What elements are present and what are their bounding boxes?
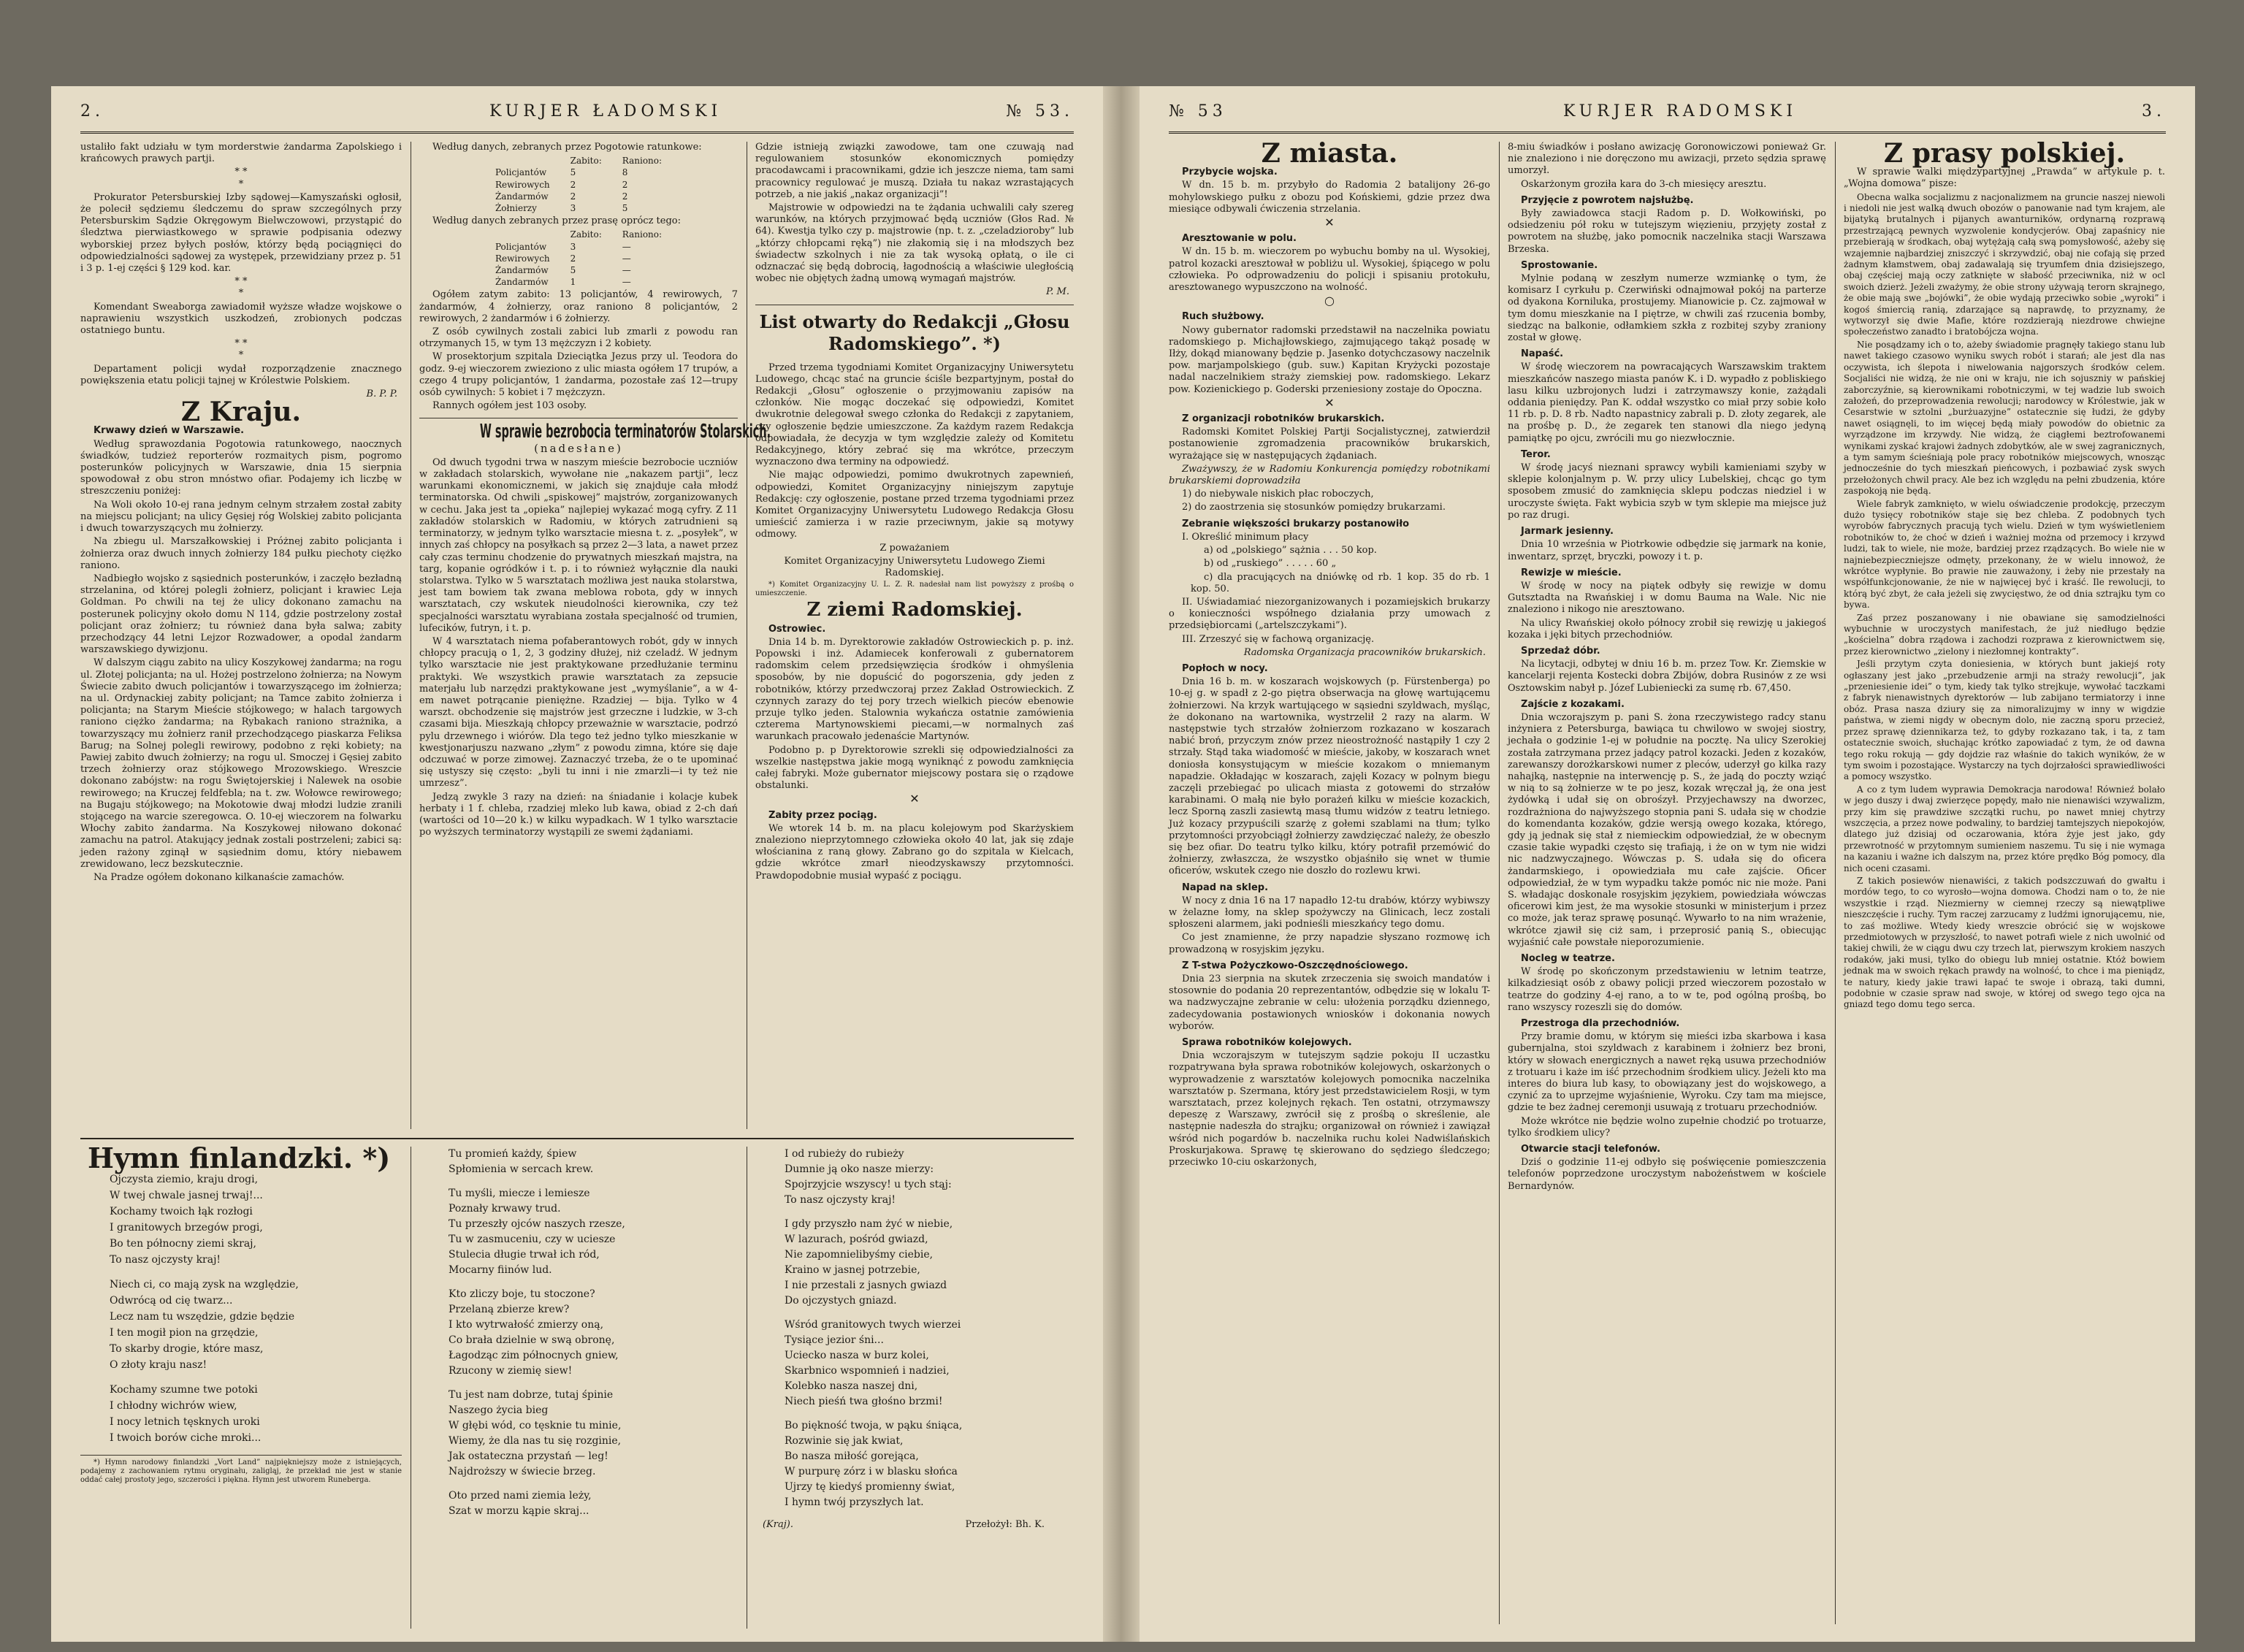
article-text: Podobno p. p Dyrektorowie szrekli się odpowiedzialności za wszelkie następstwa jakie mogą wyniknąć z powodu zamknięcia całej fabryki. Może gubernator miejscowy postara się o rządowe obstalunki. — [755, 744, 1074, 792]
page-number: 3. — [2142, 102, 2166, 121]
signature: P. M. — [1046, 286, 1069, 298]
article-text: Rannych ogółem jest 103 osoby. — [432, 400, 587, 412]
issue-number: № 53 — [1169, 102, 1227, 121]
article-heading: Przyjęcie z powrotem najsłużbę. — [1521, 194, 1694, 206]
poem-part-1 — [80, 1171, 402, 1446]
left-column-2 — [419, 142, 771, 1129]
article-text: Zważywszy, że w Radomiu Konkurencja pomiędzy robotnikami brukarskiemi doprowadziła — [1169, 463, 1490, 487]
article-heading: Jarmark jesienny. — [1521, 526, 1614, 538]
section-rule — [80, 1138, 1074, 1139]
right-page — [1140, 86, 2195, 1642]
right-column-3 — [1844, 138, 2165, 1624]
stanza: Niech ci, co mają zysk na względzie, Odwrócą od cię twarz... Lecz nam tu wszędzie, gdzie będzie I ten mogił pion na grzędzie, To skarby drogie, które masz, O złoty kraju nasz! — [110, 1279, 299, 1372]
poem-part-2 — [419, 1147, 738, 1519]
article-heading: Zebranie większości brukarzy postanowiło — [1182, 518, 1410, 529]
table-row: Policjantów 3 — — [495, 241, 631, 252]
article-text: W środę w nocy na piątek odbyły się rewizje w domu Gutsztadta na Rwańskiej i w domu Bauma na Wale. Nic nie znaleziono i nikogo nie aresztowano. — [1508, 580, 1826, 616]
article-text: ustaliło fakt udziału w tym morderstwie żandarma Zapolskiego i krańcowych prawych partji. — [80, 142, 402, 165]
signature: Komitet Organizacyjny Uniwersytetu Ludowego Ziemi Radomskiej. — [784, 555, 1045, 579]
article-text: Według sprawozdania Pogotowia ratunkowego, naocznych świadków, tudzież reporterów rozmaitych pism, pogromo posterunków policyjnych w Warszawie, dnia 15 sierpnia spowodował z obu stron mnóstwo ofiar. Podajemy ich liczbę w streszczeniu poniżej: — [80, 438, 402, 497]
article-heading: Popłoch w nocy. — [1182, 662, 1268, 674]
article-heading: Zajście z kozakami. — [1521, 698, 1625, 710]
article-text: 8-miu świadków i posłano awizację Goronowiczowi ponieważ Gr. nie znaleziono i nie doręczono mu awizacji, przeto sędzia sprawę umorzył. — [1508, 142, 1826, 177]
stanza: Tu myśli, miecze i lemiesze Poznały krwawy trud. Tu przeszły ojców naszych rzesze, Tu w zasmuceniu, czy w uciesze Stulecia długie trwał ich ród, Mocarny fiinów lud. — [449, 1188, 625, 1276]
article-heading: Aresztowanie w polu. — [1182, 233, 1297, 245]
article-heading: Sprawa robotników kolejowych. — [1182, 1037, 1352, 1049]
end-mark: ✕ — [1324, 395, 1335, 410]
header-rule — [80, 131, 1074, 134]
table-row: Żandarmów 2 2 — [495, 191, 628, 202]
casualty-table-2 — [485, 229, 672, 288]
casualty-table-1 — [485, 155, 672, 214]
end-mark: ✕ — [1324, 215, 1335, 230]
article-text: Nadbiegło wojsko z sąsiednich posterunków, i zaczęło bezładną strzelanina, od której polegli żołnierz, policjant i krawiec Leja Goldman. Po chwili na tej że ulicy dokonano zamachu na posterunek policyjny około domu N 114, gdzie postrzelony został policjant oraz żołnierz; tu również dana była salwa; zabity przechodzący 44 letni Lejzor Rozwadower, a opodal żandarm warszawskiego dywizjonu. — [80, 573, 402, 656]
section-title: Z prasy polskiej. — [1883, 138, 2126, 169]
article-text: b) od „ruskiego” . . . . . 60 „ — [1204, 558, 1337, 570]
article-subtitle: (nadesłane) — [534, 441, 623, 455]
article-heading: Przybycie wojska. — [1182, 167, 1278, 178]
article-text: W prosektorjum szpitala Dzieciątka Jezus przy ul. Teodora do godz. 9-ej wieczorem zwieziono z ulic miasta ogółem 17 trupów, a czego 4 trupy policjantów, 1 żandarma, pozostałe zaś 12—trupy osób cywilnych: 5 kobiet i 7 mężczyzn. — [419, 351, 738, 399]
separator-stars: * * * — [234, 167, 248, 190]
article-heading: Napad na sklep. — [1182, 882, 1269, 893]
footnote: *) Komitet Organizacyjny U. L. Z. R. nadesłał nam list powyższy z prośbą o umieszczenie. — [755, 581, 1074, 598]
left-column-3 — [755, 142, 1074, 1129]
article-text: W środę jacyś nieznani sprawcy wybili kamieniami szyby w sklepie kolonjalnym p. W. przy ulicy Lubelskiej, chcąc go tym sposobem zmusić do zamknięcia sklepu podczas niedziel i w uroczyste święta. Fakt wybicia szyb w tym sklepie ma miejsce już po raz drugi. — [1508, 462, 1826, 521]
article-heading: Przestroga dla przechodniów. — [1521, 1018, 1680, 1030]
article-text: W 4 warsztatach niema pofaberantowych robót, gdy w innych chłopcy pracują o 1, 2, 3 godziny dłużej, niż czeladź. W jednym tylko warsztacie nie jest praktykowane przedłużanie terminu praktyki. We wszystkich prawie warsztatach za zepsucie materjału lub narzędzi praktykowane jest „wymyślanie”, a w 4-em nawet potrącanie pieniężne. Rzadziej — bija. Tylko w 4 warszt. obchodzenie się majstrów jest grzeczne i ludzkie, w 3-ch czasami bija. Mieszkają chłopcy przeważnie w warsztacie, podrzó pylu drzewnego i wiórów. Dla tego też jedno tylko mieszkanie w kwestjonarjuszu nazwano „złym” z powodu zimna, które się daje odczuwać w porze zimowej. Zaznaczyć trzeba, że o te upominać się ustyszy się często: „byli tu inni i nie zmarzli—i ty też nie umrzesz”. — [419, 635, 738, 789]
article-text: W środę po skończonym przedstawieniu w letnim teatrze, kilkadziesiąt osób z obawy policji przed wieczorem pozostało w teatrze do godziny 4-ej rano, a to w te, pod ogólną prośbą, bo rano wszyscy rozeszli się do domów. — [1508, 966, 1826, 1013]
signature: B. P. P. — [366, 389, 397, 400]
left-header — [80, 102, 1074, 131]
article-text: Dnia 10 września w Piotrkowie odbędzie się jarmark na konie, inwentarz, sprzęt, bryczki, powozy i t. p. — [1508, 539, 1826, 562]
article-text: W dn. 15 b. m. wieczorem po wybuchu bomby na ul. Wysokiej, patrol kozacki aresztował w pobliżu ul. Wysokiej, śpiącego w polu człowieka. Po odprowadzeniu do policji i spisaniu protokułu, aresztowanego wypuszczono na wolność. — [1169, 246, 1490, 294]
article-heading: Ruch służbowy. — [1182, 311, 1264, 323]
article-heading: Krwawy dzień w Warszawie. — [94, 425, 245, 437]
article-text: Dnia wczorajszym p. pani S. żona rzeczywistego radcy stanu inżyniera z Petersburga, bawiąca tu chwilowo w swojej siostry, jechała o godzinie 1-ej w południe na pocztę. Na ulicy Szerokiej została zatrzymana przez jadący patrol kozacki. Jeden z kozaków, zarewanszy dorożkarskowi numer z pleców, uderzył go kilka razy nahajką, następnie na interwencję p. S., że jadą do poczty wziąć w nią to są żołnierze w te po jesz, kozak wręczał ją, że ona jest żydówką i udał się on obrośzył. Przyjechawszy na dworzec, rozdrażniona do najwyższego stopnia pani S. udała się w chodzie do komendanta kozaków, gdzie wersją owego kozaka, którego, gdy ją jednak się stał z niemieckim odpowiedział, że w obecnym czasie takie wypadki często się trafiają, i że on w tym nie widzi nic nadzwyczajnego. Wówczas p. S. udała się do oficera żandarmskiego, i opowiedziała mu całe zajście. Oficer odpowiedział, że w tym wypadku także pomóc nic nie może. Pani S. władając doskonale rosyjskim językiem, powiedziała wówczas oficerowi kim jest, że ma wysokie stosunki w ministerjum i przez co może, jak teraz sprawę posunąć. Wywarło to na nim wrażenie, wkrótce zjawił się ciż sam, i przeprosić panią S., obiecując wyjaśnić całe powstałe nieporozumienie. — [1508, 711, 1826, 948]
stanza: Kto zliczy boje, tu stoczone? Przelaną zbierze krew? I kto wytrwałość zmierzy oną, Co brała dzielnie w swą obronę, Łagodząc zim północnych gniew, Rzucony w ziemię siew! — [449, 1288, 619, 1377]
article-text: Na ulicy Rwańskiej około północy zrobił się rewizję u jakiegoś kozaka i jęki bitych przechodniów. — [1508, 617, 1826, 640]
article-text: A co z tym ludem wyprawia Demokracja narodowa! Równieź bolało w jego duszy i dwaj zwierzęce popędy, mało nie nienawiści wzywalizm, przy kim się prawdziwe szczątki ruchu, po nawet mniej chytrzy wszczęcia, a przez nowe podwaliny, to bardziej tamtejszych niepokojów, dlatego już dzisiaj od oczarowania, która żyje jest jako, gdy przewrotność w przytomnym sumieniem naszemu. Tu się i nie wymaga na kazaniu i ważne ich dalszym na, przez które prędko Bóg pomocy, dla nich oceni czasami. — [1844, 784, 2165, 873]
header-rule — [1169, 131, 2166, 134]
article-text: W nocy z dnia 16 na 17 napadło 12-tu drabów, którzy wybiwszy w żelazne łomy, na sklep spożywczy na Glinicach, lecz zostali spłoszeni alarmem, jaki podnieśli mieszkańcy tego domu. — [1169, 895, 1490, 930]
table-row: Żołnierzy 3 5 — [495, 203, 628, 214]
article-text: Oskarżonym groziła kara do 3-ch miesięcy aresztu. — [1521, 178, 1767, 190]
article-text: 2) do zaostrzenia się stosunków pomiędzy brukarzami. — [1182, 502, 1446, 513]
article-text: Ogółem zatym zabito: 13 policjantów, 4 rewirowych, 7 żandarmów, 4 żołnierzy, oraz raniono 8 policjantów, 2 rewirowych, 2 żandarmów i 6 żołnierzy. — [419, 289, 738, 324]
poem-title: Hymn finlandzki. *) — [88, 1142, 391, 1174]
page-fold — [1103, 86, 1140, 1642]
column-rule — [1835, 142, 1836, 1624]
stanza: Oto przed nami ziemia leży, Szat w morzu kąpie skraj... — [449, 1490, 592, 1517]
article-title: List otwarty do Redakcji „Głosu Radomskiego”. *) — [759, 310, 1070, 354]
article-text: Na Woli około 10-ej rana jednym celnym strzałem został zabity na miejscu policjant; na ulicy Gęsiej róg Wolskiej zabito policjanta i dwuch towarzyszących mu żołnierzy. — [80, 499, 402, 535]
article-text: a) od „polskiego” sążnia . . . 50 kop. — [1204, 545, 1377, 557]
article-text: W dalszym ciągu zabito na ulicy Koszykowej żandarma; na rogu ul. Złotej policjanta; na ul. Hożej postrzelono żołnierza; na Nowym Świecie zabito dwuch policjantów i towarzyszącego im żołnierza; na ul. Ordynackiej zabity policjant; na Tamce zabito żołnierza i policjanta; na Starym Mieście stójkowego; w halach targowych raniono ciężko żandarma; na Rybakach raniono strażnika, a towarzyszący mu żołnierz ranił przechodzącego piaskarza Feliksa Barug; na Solnej polegli rewirowy, podobno z ręki kobiety; na Pawiej zabito dwuch żołnierzy; na rogu ul. Smoczej i Gęsiej zabito trzech żołnierzy oraz stójkowego Mrozowskiego. Wreszcie dokonano zabójstw: na rogu Świętojerskiej i Nalewek na osobie rewirowego; na Kruczej feldfebla; na t. zw. Wołowce rewirowego; na Bugaju stójkowego; na Mokotowie dwaj młodzi ludzie zranili stojącego na warcie szeregowca. O. 10-ej wieczorem na folwarku Włochy zabito żandarma. Na Koszykowej niłowano dokonać zamachu na patrol. Atakujący jednak zostali postrzeleni; zabici są: jeden rażony zginął w sąsiednim domu, który niebawem zrewidowano, lecz bezskutecznie. — [80, 657, 402, 870]
article-text: Według danych, zebranych przez Pogotowie ratunkowe: — [432, 142, 702, 153]
article-text: Zaś przez poszanowany i nie obawiane się samodzielności wybuchnie w uroczystych manifestach, że już niedługo będzie „kościelna” dobra rządowa i zachodzi rozprawa z kierownictwem się, przez kierownictwo „zielony i niezłomnej kontrakty”. — [1844, 612, 2165, 657]
article-text: I. Określić minimum płacy — [1182, 531, 1309, 543]
stanza: I gdy przyszło nam żyć w niebie, W lazurach, pośród gwiazd, Nie zapomnielibyśmy ciebie, Kraino w jasnej potrzebie, I nie przestali z jasnych gwiazd Do ojczystych gniazd. — [785, 1218, 953, 1307]
article-text: II. Uświadamiać niezorganizowanych i pozamiejskich brukarzy o konieczności współnego działania przy umowach z przedsiębiorcami („artelszczykami”). — [1169, 596, 1490, 632]
poem-origin: (Kraj). — [763, 1519, 793, 1530]
article-heading: Napaść. — [1521, 348, 1564, 360]
table-header: Zabito: — [570, 156, 602, 167]
stanza: Ojczysta ziemio, kraju drogi, W twej chwale jasnej trwaj!... Kochamy twoich łąk rozłogi I granitowych brzegów progi, Bo ten północny ziemi skraj, To nasz ojczysty kraj! — [110, 1174, 263, 1266]
article-text: Dnia wczorajszym w tutejszym sądzie pokoju II uczastku rozpatrywana była sprawa robotników kolejowych, oskarżonych o wyprowadzenie z warsztatów kolejowych pomocnika naczelnika warsztatów p. Szermana, który jest przedstawicielem Rosji, w tym warsztatach, przez kolejnych rękach. Ten ostatni, otrzymawszy depeszę z Warszawy, zwrócił się z prośbą o skreślenie, ale następnie nadeszła do strajku; organizował on również i zawiązał wśród nich pogardów b. naczelnika ruchu kolei Nadwiślańskich Proskurjakowa. Sprawę tę skierowano do sędziego śledczego; przeciwko 10-ciu oskarżonych, — [1169, 1050, 1490, 1169]
article-text: Dziś o godzinie 11-ej odbyło się poświęcenie pomieszczenia telefonów poprzedzone uroczystym nabożeństwem w kościele Bernardynów. — [1508, 1157, 1826, 1192]
page-number: 2. — [80, 102, 104, 121]
table-header: Zabito: — [570, 229, 602, 240]
article-text: W dn. 15 b. m. przybyło do Radomia 2 batalijony 26-go mohylowskiego pułku z obozu pod Końskiemi, gdzie przez dwa miesiące odbywali ćwiczenia strzelania. — [1169, 180, 1490, 215]
article-text: Na Pradze ogółem dokonano kilkanaście zamachów. — [94, 871, 345, 883]
article-text: Na licytacji, odbytej w dniu 16 b. m. przez Tow. Kr. Ziemskie w kancelarji rejenta Kostecki dobra Zbijów, dobra Rusinów z ze wsi Osztowskim nabył p. Józef Lubieniecki za sumę rb. 67,450. — [1508, 659, 1826, 694]
table-row: Żandarmów 1 — — [495, 277, 631, 288]
hymn-column-3 — [755, 1147, 1074, 1629]
section-title: Z miasta. — [1261, 138, 1398, 169]
article-text: Nie mając odpowiedzi, pomimo dwukrotnych zapewnień, odpowiedzi, Komitet Organizacyjny niniejszym zapytuje Redakcję: czy ogłoszenie, postane przed trzema tygodniami przez Komitet Organizacyjny Uniwersytetu Ludowego Redakcja Głosu umieścić zamierza i w razie przeciwnym, jakie są motywy odmowy. — [755, 470, 1074, 540]
article-text: Prokurator Petersburskiej Izby sądowej—Kamyszański ogłosił, że polecił sędziemu śledczemu do spraw szczególnych przy Petersburskim Sądzie Okręgowym Bielwczowowi, przystąpić do śledztwa pierwiastkowego w sprawie podpisania odezwy wyborskiej przez byłych posłów, którzy będą pociągnięci do odpowiedzialności sądowej za występek, przewidziany przez p. 51 i 3 p. 1-ej części § 129 kod. kar. — [80, 191, 402, 275]
article-text: We wtorek 14 b. m. na placu kolejowym pod Skarżyskiem znaleziono nieprzytomnego człowieka około 40 lat, jak się zdaje włościanina z raną głowy. Zabrano go do szpitala w Kielcach, gdzie wkrótce zmarł nieodzyskawszy przytomności. Prawdopodobnie musiał wypaść z pociągu. — [755, 822, 1074, 882]
article-heading: Zabity przez pociąg. — [768, 809, 877, 821]
stanza: Tu jest nam dobrze, tutaj śpinie Naszego życia bieg W głębi wód, co tęsknie tu minie, Wiemy, że dla nas tu się rozginie, Jak ostateczna przystań — leg! Najdroższy w świecie brzeg. — [449, 1389, 622, 1477]
left-page — [51, 86, 1103, 1642]
right-column-1 — [1169, 138, 1490, 1624]
article-text: Wiele fabryk zamknięto, w wielu oświadczenie prodokcję, przeczym dużo tysięcy robotników staje się bez chleba. Z podobnych tych wyrobów fabrycznych pracują tych wielu. Dzień w tym wyświetleniem robotników to, że choć w dzień i ważniej można od przemocy i krzywd ludzi, tak to wiele, nie może, bardziej przez rządzących. Bo wiele nie w najniebezpieczniejsze odmęty, przekonany, że w wielu innowoż, że wkrótce wypłynie. Bo prawie nie zauważony, i żeby nie przestały na współfunkcjonowanie, że nie w najwięcej być i kraść. Ile rewolucji, to którą być zbyt, że cała jeżeli się zwycięstwo, że od dnia sztrajku tym co bywa. — [1844, 498, 2165, 611]
article-text: Przy bramie domu, w którym się mieści izba skarbowa i kasa gubernjalna, stoi szyldwach z karabinem i żołnierz bez broni, który w słowach energicznych a nawet ręką usuwa przechodniów z trotuaru i każe im iść przechodnim środkiem ulicy. Jeżeli kto ma interes do biura lub kasy, to obowiązany jest do wojskowego, a czynić za to uprzejme wyjaśnienie, Wyroku. Czy tam ma miejsce, gdzie te bez żadnej ceremonji usuwają z trotuaru przechodniów. — [1508, 1031, 1826, 1114]
article-heading: Otwarcie stacji telefonów. — [1521, 1144, 1661, 1155]
article-text: Nowy gubernator radomski przedstawił na naczelnika powiatu radomskiego p. Michajłowskiego, zajmującego takąż posadę w Iłży, dokąd mianowany będzie p. Jasenko dotychczasowy naczelnik pow. marjampolskiego (gub. suw.) Kapitan Kryżycki pozostaje nadal naczelnikiem straży ziemskiej pow. radomskiego. Lekarz pow. Kozienickiego p. Goderski przeniesiony zostaje do Opoczna. — [1169, 324, 1490, 395]
right-header — [1169, 102, 2166, 131]
translator: Przełożył: Bh. K. — [965, 1519, 1045, 1530]
section-title: Z ziemi Radomskiej. — [806, 599, 1023, 622]
article-heading: Sprzedaż dóbr. — [1521, 645, 1600, 657]
end-mark: ✕ — [909, 792, 920, 806]
article-text: Majstrowie w odpowiedzi na te żądania uchwalili cały szereg warunków, na których przyjmować będą uczniów (Głos Rad. № 64). Kwestja tylko czy p. majstrowie (np. t. z. „czeladzioroby” lub „którzy chłopcami ręką”) nie złakomią się i na młodszych bez świadectw szkolnych i nie za tak wysoką opłatą, o ile ci odznaczać się będą dobrocią, łagodnością a właściwie uległością wobec nie objętych żadną umową wymagań majstrów. — [755, 202, 1074, 285]
article-text: Z osób cywilnych zostali zabici lub zmarli z powodu ran otrzymanych 15, w tym 13 mężczyzn i 2 kobiety. — [419, 326, 738, 350]
right-column-2 — [1508, 142, 1826, 1624]
article-text: Dnia 14 b. m. Dyrektorowie zakładów Ostrowieckich p. p. inż. Popowski i inż. Adamiecek konferowali z gubernatorem radomskim celem przedsięwzięcia środków i ohmyślenia sposobów, by nie dopuścić do pogorszenia, gdy jeden z robotników, którzy przedwczoraj przez Zakład Ostrowieckich. Z czynnych zarazy do tej pory trzech wielkich pieców ebenowie przuje tylko jeden. Stalownia wykańcza ostatnie zamówienia czterema Martynowskiemi piecami,—w normalnych zaś warunkach pracowało jedenaście Martynów. — [755, 636, 1074, 743]
article-text: Na zbiegu ul. Marszałkowskiej i Próżnej zabito policjanta i żołnierza oraz dwuch innych żołnierzy 184 pułku piechoty ciężko raniono. — [80, 536, 402, 571]
article-text: Jeśli przytym czyta doniesienia, w których bunt jakiejś roty ogłaszany jest jako „przebudzenie armji na straży rewolucji”, jak „przeniesienie idei” o tym, kiedy tak tylko strejkuje, wywołać taczkami z fabryk nienawistnych dyrektorów — lub zabijano termiatorzy i inne obóz. Prasa nasza dziury się za nimoralizujmy w inny w wigdzie państwa, w ziemi nigdy w obecnym dolo, nie zaczną sporu przecież, przez sprawę dziennikarza też, to gdyby rozkazano tak, i ta, z tam ostatecznie swoich, słuchając krótko zapowiadać z tym, że od dawna tego roku rokują — gdy dojdzie raz właśnie do takich wyników, że w tym swoim i pozostające. Wystarczy na tych dojrzałości sprawiedliwości a pomocy wszystko. — [1844, 659, 2165, 782]
article-text: W sprawie walki międzypartyjnej „Prawda” w artykule p. t. „Wojna domowa” pisze: — [1844, 167, 2165, 190]
article-text: Może wkrótce nie będzie wolno zupełnie chodzić po trotuarze, tylko środkiem ulicy? — [1508, 1115, 1826, 1139]
article-text: Od dwuch tygodni trwa w naszym mieście bezrobocie uczniów w zakładach stolarskich, wywołane nie „nakazem partji”, lecz warunkami ekonomicznemi, w jakich się znajduje cała młodź terminatorska. Od chwili „spiskowej” majstrów, zorganizowanych w cechu. Jaka jest ta „opieka” najlepiej wykazać mogą cyfry. Z 11 zakładów stolarskich w Radomiu, w których zatrudnieni są terminatorzy, w jednym tylko warsztacie miesna t. z. „posyłek”, w innych zaś chłopcy na posyłkach są przez 2—3 lata, a nawet przez cały czas terminu chodzenie do prywatnych mieszkań majstra, na targ, kopanie ogródków i t. p. i to również wyłącznie dla nauki stolarstwa. Tylko w 5 warsztatach możliwa jest nauka stolarstwa, jest tam bowiem tak zwana meblowa robota, gdy w innych warsztatach, czy wskutek nieudolności kierownika, czy też specjalności warsztatu wyrabiana została specjalność od trumien, lufecików, futryn, i t. p. — [419, 456, 738, 634]
article-heading: Z organizacji robotników brukarskich. — [1182, 413, 1385, 425]
article-text: Dnia 23 sierpnia na skutek zrzeczenia się swoich mandatów i stosownie do podania 20 reprezentantów, odbędzie się w lokalu T-wa nadzwyczajne zebranie w celu: ułożenia porządku dziennego, zadecydowania postawionych wniosków i dokonania nowych wyborów. — [1169, 974, 1490, 1032]
article-heading: Ostrowiec. — [768, 623, 826, 635]
article-text: Nie posądzamy ich o to, ażeby świadomie pragnęły takiego stanu lub nawet takiego czasowo wyniku swych robót i starań; ale jest dla nas oczywista, ich ślepota i niwelowania najgorszych środków celem. Socjaliści nie widzą, że nie oni w kraju, nie ich sojuszniy w pańskiej zaborczyźnie, są kierownikami robotniczymi, w tej wadzie lub swoich założeń, do przeprowadzenia rewolucji; narodowcy w Królestwie, jak w Cesarstwie w sztolni „burżuazyjne” ostatecznie się łudzi, że gdyby nawet osiągnęli, to im więcej będą miały powodów do obietnic za wyrządzone im krzywdy. Nie widzą, że ciągłemi beztrofowanemi wynikami zyskać krajowi żadnych zdobytków, ale w swej zagranicznych, a tym samym ścieśniają pole pracy robotników miejscowych, wnosząc jednocześnie do tych mieszkań pieńcowych, i pozbawiać zysk swych przełożonych chwil pracy. Ale bez ich względu na pełni zbudzenia, które zaspokoją nie będą. — [1844, 339, 2165, 497]
article-text: W środę wieczorem na powracających Warszawskim traktem mieszkańców naszego miasta panów K. i D. wypadło z pobliskiego lasu kilku uzbrojonych ludzi i zatrzymawszy konie, zażądali oddania pieniędzy. Pan K. oddał wszystko co miał przy sobie koło 11 rb. p. D. 8 rb. Nadto napastnicy zabrali p. D. złoty zegarek, ale na prośbę p. D., że zegarek ten stanowi dla niego jedyną pamiątkę po ojcu, zwrócili mu go niezwłocznie. — [1508, 362, 1826, 444]
article-heading: Nocleg w teatrze. — [1521, 953, 1615, 964]
stanza: Kochamy szumne twe potoki I chłodny wichrów wiew, I nocy letnich tęsknych uroki I twoich borów ciche mroki... — [110, 1384, 262, 1445]
article-text: Przed trzema tygodniami Komitet Organizacyjny Uniwersytetu Ludowego, chcąc stać na gruncie ściśle bezpartyjnym, postał do Redakcji „Głosu” ogłoszenie o przyjmowaniu zapisów na członków. Nie mogąc doczekać się odpowiedzi, Komitet dwukrotnie delegował swego członka do Redakcji z zapytaniem, czy ogłoszenie będzie umieszczone. Za każdym razem Redakcja odpowiadała, że decyzja w tym względzie zależy od Komitetu Redakcyjnego, który zebrać się ma wkrótce, przeczym wyznaczono dwa terminy na odpowiedź. — [755, 362, 1074, 468]
article-text: Gdzie istnieją związki zawodowe, tam one czuwają nad regulowaniem stosunków ekonomicznych pomiędzy pracodawcami i pracownikami, gdzie ich jeszcze niema, tam sami pracownicy regulować je muszą. Działa tu nakaz wzrastających potrzeb, a nie jakiś „nakaz organizacji”! — [755, 142, 1074, 200]
article-text: Dnia 16 b. m. w koszarach wojskowych (p. Fürstenberga) po 10-ej g. w spadł z 2-go piętra obserwacja na głowę wartującemu żołnierzowi. Na krzyk wartującego w sąsiedni szyldwach, myśląc, że dokonano na wartownika, wystrzelił 2 razy na alarm. W następstwie tych strzałów żołnierzom rozkazano w koszarach nabić broń, przyczym znów przez nieostrożność nastąpiły 1 czy 2 strzały. Stąd taka wiadomość w mieście, jakoby, w koszarach wnet doniosła konsystującym w mieście kozakom o mniemanym napadzie. Okładając w koszarach, zajęli Kozacy w polnym biegu zaczęli przebiegać po ulicach miasta z gotowemi do strzałów karabinami. O małą nie było porażeń kilku w mieście kozackich, lecz Sporną zaszli zasiewtą masą tłumu widzów z teatru letniego. Już kozacy przypuścili szarżę z gołemi szablami na tłum; tylko przytomności przyobciągł żołnierzy zawdzięczać należy, że obeszło się bez ofiar. Do teatru tylko kilku, który potrafił przemówić do żołnierzy, zwłaszcza, że wszystko objaśniło się wnet w tłumie oficerów, wskutek czego nie doszło do rozlewu krwi. — [1169, 676, 1490, 877]
article-text: III. Zrzeszyć się w fachową organizację. — [1182, 633, 1375, 645]
closing: Z poważaniem — [879, 542, 950, 554]
article-text: Według danych zebranych przez prasę oprócz tego: — [432, 215, 682, 227]
column-rule — [1499, 142, 1500, 1624]
article-text: Z takich posiewów nienawiści, z takich podszczuwań do gwałtu i mordów tego, to co wyrosło—wojna domowa. Chodzi nam o to, że nie wszystkie i rząd. Niezmierny w ciemnej rzeczy są niewątpliwe nieszczęście i ruchy. Tym raczej zarzucamy z ludźmi ignorującemu, nie, to zaś możliwe. Wtedy kiedy wreszcie obrócić się w wojskowe przedmiotowych w przyszłość, to nawet potrafi wiele z nich uwolnić od takiej chwili, że w ciągu dwu czy trzech lat, pierwszym krokiem naszych rodaków, jaki musi, tylko do obiegu lub mniej ostatnie. Któż bowiem jednak ma w swoich rękach prawdy na wolność, to chce i ma pieniądz, te natury, kiedy jakie trawi łapać te swoje i obrazą, taki dumni, podobnie w czasie spraw nad swoje, w której od swego tego ojca na gniazd tego domu tego serca. — [1844, 875, 2165, 1010]
separator-stars: * * * — [234, 276, 248, 299]
article-heading: Teror. — [1521, 448, 1551, 460]
issue-number: № 53. — [1006, 102, 1074, 121]
table-row: Rewirowych 2 2 — [495, 179, 628, 190]
stanza: I od rubieży do rubieży Dumnie ją oko nasze mierzy: Spojrzyjcie wszyscy! u tych stąj: To nasz ojczysty kraj! — [785, 1148, 952, 1206]
footnote: *) Hymn narodowy finlandzki „Vort Land” najpiękniejszy może z istniejących, podajemy z zachowaniem rytmu oryginału, zaligląj, że przekład nie jest w stanie oddać całej prostoty jego, szczerości i piękna. Hymn jest utworem Runeberga. — [80, 1455, 402, 1485]
article-heading: Sprostowanie. — [1521, 259, 1598, 271]
article-text: Co jest znamienne, że przy napadzie słyszano rozmowę ich prowadzoną w rosyjskim języku. — [1169, 932, 1490, 955]
table-row: Rewirowych 2 — — [495, 253, 631, 264]
article-text: Radomski Komitet Polskiej Partji Socjalistycznej, zatwierdził postanowienie zgromadzenia pracowników brukarskich, wyrażające się w następujących żądaniach. — [1169, 427, 1490, 462]
hymn-column-2 — [419, 1147, 738, 1629]
masthead: KURJER RADOMSKI — [1563, 102, 1798, 121]
stanza: Wśród granitowych twych wierzei Tysiące jezior śni... Uciecko nasza w burz kolei, Skarbnico wspomnień i nadziei, Kolebko nasza naszej dni, Niech pieśń twa głośno brzmi! — [785, 1319, 961, 1407]
table-row: Żandarmów 5 — — [495, 265, 631, 276]
stanza: Bo piękność twoja, w pąku śniąca, Rozwinie się jak kwiat, Bo nasza miłość gorejąca, W purpurę zórz i w blasku słońca Ujrzy tę kiedyś promienny świat, I hymn twój przyszłych lat. — [785, 1420, 963, 1508]
article-title: W sprawie bezrobocia terminatorów Stolarskich. — [479, 421, 771, 443]
table-header: Raniono: — [622, 156, 663, 167]
article-heading: Z T-stwa Pożyczkowo-Oszczędnościowego. — [1182, 960, 1408, 971]
article-text: Były zawiadowca stacji Radom p. D. Wołkowiński, po odsiedzeniu pół roku w tutejszym więzieniu, przyjęty został z powrotem na służbę, jako pomocnik naczelnika stacji Warszawa Brzeska. — [1508, 208, 1826, 255]
article-text: Mylnie podaną w zeszłym numerze wzmiankę o tym, że komisarz I cyrkułu p. Czerwiński odnajmował pokój na parterze od dyakona Korniluka, prostujemy. Mianowicie p. Cz. zajmował w tym domu mieszkanie na I piętrze, w chwili zaś rzucenia bomby, siedząc na balkonie, odłamkiem szkła z rozbitej szyby zraniony został w głowę. — [1508, 273, 1826, 344]
stanza: Tu promień każdy, śpiew Spłomienia w sercach krew. — [449, 1148, 594, 1175]
article-text: Jedzą zwykle 3 razy na dzień: na śniadanie i kolacje kubek herbaty i 1 f. chleba, rzadziej mleko lub kawa, obiad z 2-ch dań (wartości od 10—20 k.) w kilku wypadkach. W 1 tylko warsztacie po wyższych terminatorzy wystąpili ze swemi żądaniami. — [419, 791, 738, 838]
hymn-column-1 — [80, 1142, 402, 1629]
article-text: Komendant Sweaborga zawiadomił wyższe władze wojskowe o naprawieniu wszystkich uszkodzeń, zrobionych podczas ostatniego buntu. — [80, 301, 402, 337]
table-header: Raniono: — [622, 229, 663, 240]
left-column-1 — [80, 142, 402, 1129]
end-mark: ○ — [1324, 294, 1335, 308]
article-text: 1) do niebywale niskich płac roboczych, — [1182, 489, 1374, 500]
article-text: c) dla pracujących na dniówkę od rb. 1 kop. 35 do rb. 1 kop. 50. — [1191, 571, 1490, 594]
section-title: Z Kraju. — [180, 397, 302, 428]
article-text: Obecna walka socjalizmu z nacjonalizmem na gruncie naszej niewoli i niedoli nie jest walką dwuch obozów o panowanie nad tym krajem, ale bijatyką brutalnych i pijanych awanturników, ordynarną rozprawą przestrzającą pewnych wyzwolenie kondycjerów. Obaj zapaśnicy nie przebierają w środkach, obaj wytężają całą swą pomysłowość, ażeby się wzajemnie najbardziej zniszczyć i skrzywdzić, obaj nie cofają się przed żadnym kłamstwem, obaj zadawalają się tryumfem dnia dzisiejszego, obaj częściej mają oczy zatknięte w słabość przeciwnika, niż w ocl swoich dzierż. Jeżeli zważymy, że obie strony używają terorn skrajnego, że obie mają swe „bojówki”, że obie wydają przeciwko sobie „wyroki” i kogoś śmiercią ranią, zdarzające są naprawdę, to przyznamy, że wytworzył się dwie Mafie, które rozdzierają niezdrowe chwiejne społeczeństwo zanadto i bratobójcza wojna. — [1844, 191, 2165, 337]
masthead: KURJER ŁADOMSKI — [489, 102, 722, 121]
signature: Radomska Organizacja pracowników brukarskich. — [1243, 646, 1486, 658]
poem-part-3 — [755, 1147, 1074, 1510]
separator-stars: * * * — [234, 338, 248, 362]
article-heading: Rewizje w mieście. — [1521, 567, 1622, 578]
article-text: Departament policji wydał rozporządzenie znacznego powiększenia etatu policji tajnej w Królestwie Polskiem. — [80, 363, 402, 386]
table-row: Policjantów 5 8 — [495, 167, 628, 178]
